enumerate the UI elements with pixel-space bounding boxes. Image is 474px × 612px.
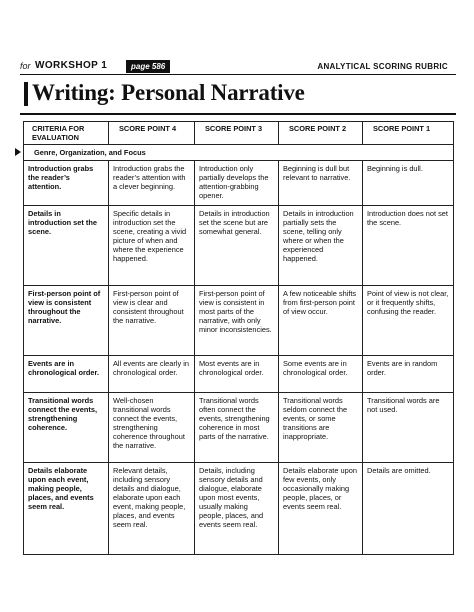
score-3-cell: Details, including sensory details and dialogue, elaborate upon most events, usually making people, places, and events seem real. bbox=[195, 463, 279, 555]
workshop-label: WORKSHOP 1 bbox=[35, 60, 108, 71]
section-heading-text: Genre, Organization, and Focus bbox=[34, 148, 146, 157]
column-header-score-4: SCORE POINT 4 bbox=[109, 122, 195, 145]
title-divider bbox=[20, 113, 456, 115]
score-4-cell: Well-chosen transitional words connect the events, strengthening coherence throughout the narrative. bbox=[109, 393, 195, 463]
criteria-cell: Details elaborate upon each event, making people, places, and events seem real. bbox=[24, 463, 109, 555]
score-2-cell: Some events are in chronological order. bbox=[279, 356, 363, 393]
score-2-cell: Beginning is dull but relevant to narrative. bbox=[279, 161, 363, 206]
table-row bbox=[24, 356, 454, 393]
score-2-cell: Transitional words seldom connect the events, or some transitions are inappropriate. bbox=[279, 393, 363, 463]
page-title: Writing: Personal Narrative bbox=[32, 80, 305, 105]
header-divider bbox=[20, 74, 456, 75]
title-accent-bar bbox=[24, 82, 28, 106]
score-1-cell: Events are in random order. bbox=[363, 356, 454, 393]
criteria-cell: Events are in chronological order. bbox=[24, 356, 109, 393]
page-reference-badge: page 586 bbox=[126, 60, 170, 73]
table-row bbox=[24, 286, 454, 356]
score-4-cell: All events are clearly in chronological order. bbox=[109, 356, 195, 393]
section-arrow-icon bbox=[15, 148, 21, 156]
score-4-cell: First-person point of view is clear and consistent throughout the narrative. bbox=[109, 286, 195, 356]
column-header-score-2: SCORE POINT 2 bbox=[279, 122, 363, 145]
score-2-cell: Details in introduction partially sets the scene, telling only where or when the experienced happened. bbox=[279, 206, 363, 286]
score-3-cell: Most events are in chronological order. bbox=[195, 356, 279, 393]
score-1-cell: Point of view is not clear, or it frequently shifts, confusing the reader. bbox=[363, 286, 454, 356]
score-1-cell: Introduction does not set the scene. bbox=[363, 206, 454, 286]
score-4-cell: Relevant details, including sensory details and dialogue, elaborate upon each event, making people, places, and events seem real. bbox=[109, 463, 195, 555]
table-row bbox=[24, 161, 454, 206]
criteria-cell: Introduction grabs the reader’s attention. bbox=[24, 161, 109, 206]
criteria-cell: Transitional words connect the events, strengthening coherence. bbox=[24, 393, 109, 463]
column-header-score-3: SCORE POINT 3 bbox=[195, 122, 279, 145]
page-header bbox=[20, 60, 456, 76]
score-4-cell: Introduction grabs the reader’s attention with a clever beginning. bbox=[109, 161, 195, 206]
score-3-cell: Details in introduction set the scene but are somewhat general. bbox=[195, 206, 279, 286]
score-3-cell: First-person point of view is consistent in most parts of the narrative, with only minor inconsistencies. bbox=[195, 286, 279, 356]
column-header-score-1: SCORE POINT 1 bbox=[363, 122, 454, 145]
score-2-cell: Details elaborate upon few events, only occasionally making people, places, or events seem real. bbox=[279, 463, 363, 555]
score-1-cell: Details are omitted. bbox=[363, 463, 454, 555]
section-heading bbox=[24, 145, 454, 161]
score-3-cell: Introduction only partially develops the attention-grabbing opener. bbox=[195, 161, 279, 206]
column-header-criteria: CRITERIA FOR EVALUATION bbox=[24, 122, 109, 145]
criteria-cell: Details in introduction set the scene. bbox=[24, 206, 109, 286]
for-label: for bbox=[20, 61, 31, 71]
score-2-cell: A few noticeable shifts from first-person point of view occur. bbox=[279, 286, 363, 356]
score-4-cell: Specific details in introduction set the scene, creating a vivid picture of when and where the experience happened. bbox=[109, 206, 195, 286]
rubric-table bbox=[23, 121, 454, 555]
score-1-cell: Beginning is dull. bbox=[363, 161, 454, 206]
score-3-cell: Transitional words often connect the events, strengthening coherence in most parts of the narrative. bbox=[195, 393, 279, 463]
score-1-cell: Transitional words are not used. bbox=[363, 393, 454, 463]
table-row bbox=[24, 463, 454, 555]
table-row bbox=[24, 206, 454, 286]
rubric-header-row bbox=[24, 122, 454, 145]
section-row bbox=[24, 145, 454, 161]
criteria-cell: First-person point of view is consistent throughout the narrative. bbox=[24, 286, 109, 356]
table-row bbox=[24, 393, 454, 463]
rubric-type-label: ANALYTICAL SCORING RUBRIC bbox=[317, 62, 448, 71]
